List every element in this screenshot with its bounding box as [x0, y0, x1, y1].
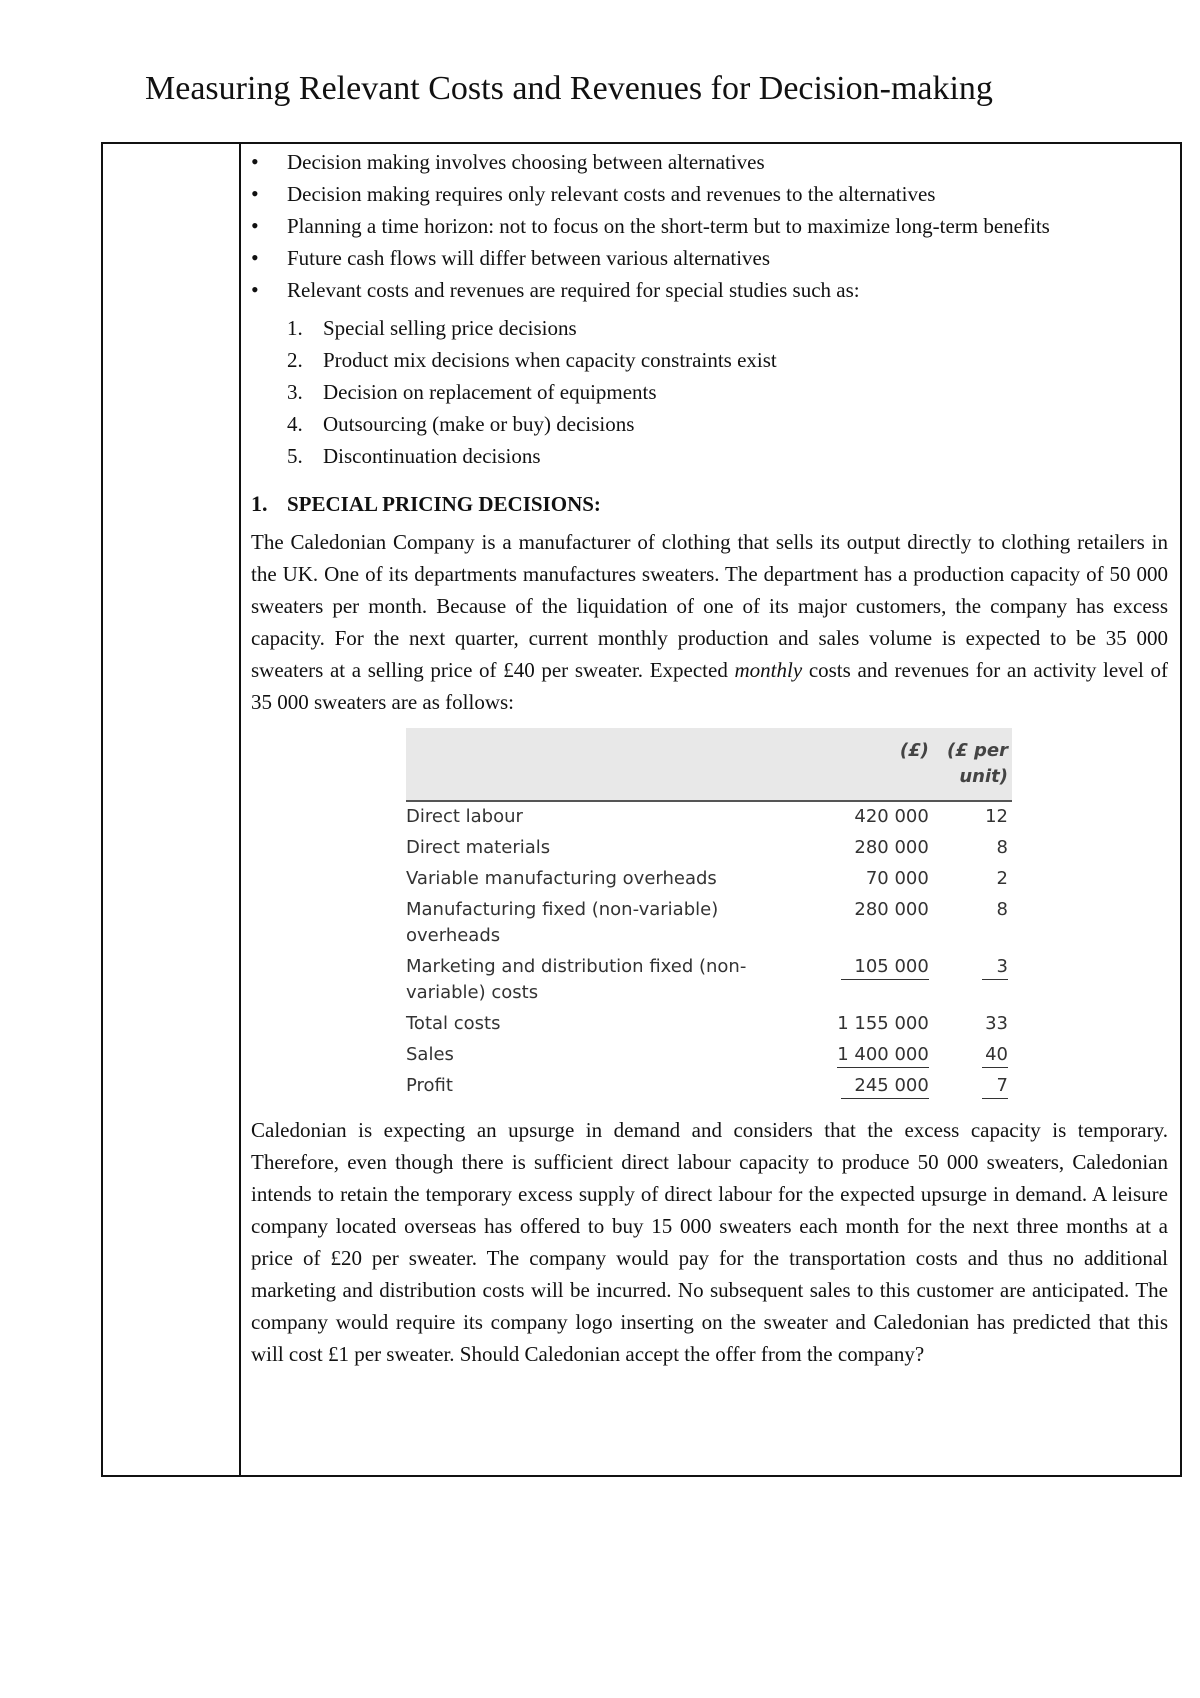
row-label: Direct labour	[406, 806, 523, 827]
row-amount: 280 000	[854, 899, 929, 920]
row-unit: 7	[982, 1074, 1008, 1099]
row-amount-cell	[820, 1040, 933, 1071]
header-amount: (£)	[820, 728, 933, 801]
row-label: Profit	[406, 1075, 453, 1096]
left-margin-column	[103, 144, 241, 1475]
list-item: • Decision making requires only relevant costs and revenues to the alternatives	[251, 178, 1168, 210]
key-points-list	[251, 146, 1168, 306]
row-amount: 280 000	[854, 837, 929, 858]
row-unit: 2	[996, 868, 1008, 889]
row-label: Marketing and distribution fixed (non-variable) costs	[406, 956, 747, 1003]
list-item	[251, 440, 1168, 472]
header-cell-blank	[406, 728, 820, 801]
table-row	[406, 895, 1012, 952]
row-unit: 12	[985, 806, 1008, 827]
content-frame	[101, 142, 1182, 1477]
row-amount: 105 000	[841, 955, 929, 980]
header-per-unit	[933, 728, 1012, 801]
list-text: Discontinuation decisions	[323, 444, 541, 468]
section-heading-text: SPECIAL PRICING DECISIONS:	[287, 492, 601, 516]
header-per-unit-line1: (£ per	[947, 740, 1008, 761]
intro-italic: monthly	[734, 658, 803, 682]
list-text: Special selling price decisions	[323, 316, 577, 340]
list-item	[251, 312, 1168, 344]
special-studies-list	[251, 312, 1168, 472]
table-row	[406, 1009, 1012, 1040]
list-item: • Decision making involves choosing between alternatives	[251, 146, 1168, 178]
row-amount: 1 155 000	[837, 1013, 929, 1034]
list-item: • Future cash flows will differ between various alternatives	[251, 242, 1168, 274]
row-unit-cell	[933, 952, 1012, 1009]
section-number: 1.	[251, 491, 268, 516]
table-row	[406, 801, 1012, 833]
row-unit: 40	[982, 1043, 1008, 1068]
header-per-unit-line2: unit)	[959, 766, 1008, 787]
list-text: Outsourcing (make or buy) decisions	[323, 412, 635, 436]
list-item	[251, 344, 1168, 376]
page-title: Measuring Relevant Costs and Revenues for Decision-making	[145, 70, 993, 107]
list-item: • Relevant costs and revenues are required for special studies such as:	[251, 274, 1168, 306]
row-amount: 420 000	[854, 806, 929, 827]
list-number: 2.	[287, 348, 303, 372]
list-text: Product mix decisions when capacity constraints exist	[323, 348, 777, 372]
row-unit-cell	[933, 1071, 1012, 1102]
list-item: • Planning a time horizon: not to focus on the short-term but to maximize long-term benefits	[251, 210, 1168, 242]
list-item	[251, 408, 1168, 440]
table-header-row	[406, 728, 1012, 801]
table-row	[406, 864, 1012, 895]
row-unit: 8	[996, 899, 1008, 920]
row-amount-cell	[820, 952, 933, 1009]
row-amount: 1 400 000	[837, 1043, 929, 1068]
row-label: Total costs	[406, 1013, 501, 1034]
intro-text-b: costs and revenues for an activity level of 35 000 sweaters are as follows:	[251, 658, 1168, 714]
row-unit: 8	[996, 837, 1008, 858]
conclusion-paragraph: Caledonian is expecting an upsurge in demand and considers that the excess capacity is temporary. Therefore, even though there is sufficient direct labour capacity to produce 50 000 sweaters, Caledonian intends to retain the temporary excess supply of direct labour for the expected upsurge in demand. A leisure company located overseas has offered to buy 15 000 sweaters each month for the next three months at a price of £20 per sweater. The company would pay for the transportation costs and thus no additional marketing and distribution costs will be incurred. No subsequent sales to this customer are anticipated. The company would require its company logo inserting on the sweater and Caledonian has predicted that this will cost £1 per sweater. Should Caledonian accept the offer from the company?	[251, 1118, 1168, 1366]
row-label: Direct materials	[406, 837, 551, 858]
list-number: 5.	[287, 444, 303, 468]
table-row	[406, 1071, 1012, 1102]
table-row	[406, 1040, 1012, 1071]
row-amount: 245 000	[841, 1074, 929, 1099]
list-number: 1.	[287, 316, 303, 340]
intro-paragraph	[251, 526, 1168, 718]
cost-table	[406, 728, 1012, 1102]
row-label: Sales	[406, 1044, 454, 1065]
table-row	[406, 952, 1012, 1009]
row-label: Manufacturing fixed (non-variable) overheads	[406, 899, 719, 946]
list-text: Decision on replacement of equipments	[323, 380, 657, 404]
section-heading	[251, 488, 1168, 520]
list-number: 3.	[287, 380, 303, 404]
intro-text-a: The Caledonian Company is a manufacturer of clothing that sells its output directly to clothing retailers in the UK. One of its departments manufactures sweaters. The department has a production capacity of 50 000 sweaters per month. Because of the liquidation of one of its major customers, the company has excess capacity. For the next quarter, current monthly production and sales volume is expected to be 35 000 sweaters at a selling price of £40 per sweater. Expected	[251, 530, 1168, 682]
list-item	[251, 376, 1168, 408]
row-amount: 70 000	[865, 868, 929, 889]
row-unit: 3	[982, 955, 1008, 980]
list-number: 4.	[287, 412, 303, 436]
content-column	[251, 146, 1168, 1370]
row-unit: 33	[985, 1013, 1008, 1034]
row-amount-cell	[820, 1071, 933, 1102]
row-label: Variable manufacturing overheads	[406, 868, 717, 889]
table-row	[406, 833, 1012, 864]
row-unit-cell	[933, 1040, 1012, 1071]
